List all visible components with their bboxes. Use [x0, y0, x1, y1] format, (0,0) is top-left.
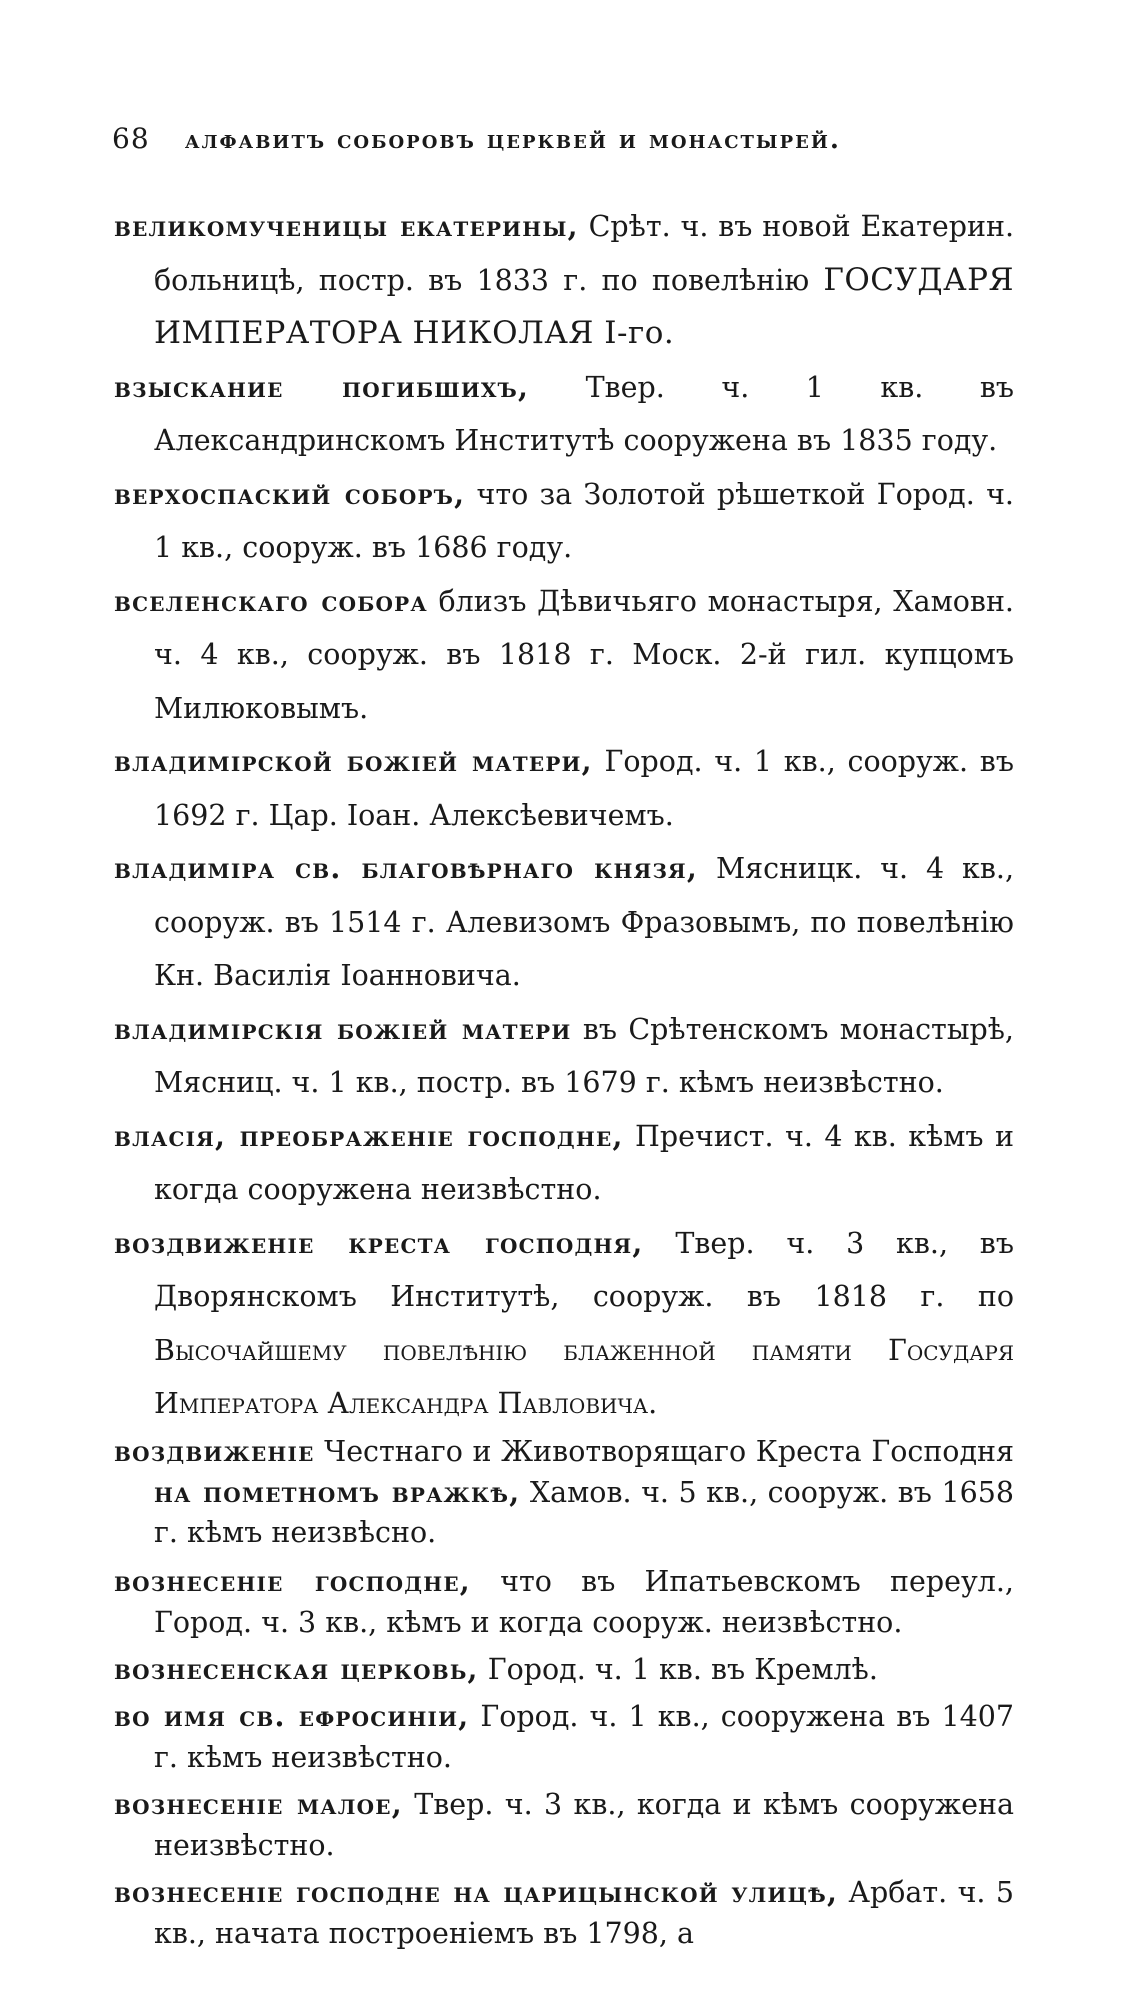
entry-headword: вознесеніе малое, [114, 1786, 403, 1821]
entry-headword: вознесеніе господне на царицынской улицѣ, [114, 1874, 839, 1909]
entry-text: Хамов. ч. 5 кв., сооруж. въ 1658 г. кѣмъ неизвѣсно. [154, 1475, 1014, 1549]
entry-text: въ Срѣтенскомъ монастырѣ, Мясниц. ч. 1 кв., постр. въ 1679 г. кѣмъ неизвѣстно. [154, 1012, 1014, 1099]
entry-text: Город. ч. 1 кв., сооружена въ 1407 г. кѣмъ неизвѣстно. [154, 1699, 1014, 1774]
entry-list [114, 200, 1014, 1960]
entry-headword: вознесеніе господне, [114, 1563, 471, 1598]
entry-headword: великомученицы екатерины, [114, 209, 579, 243]
entry-text: Твер. ч. 1 кв. въ Александринскомъ Институтѣ сооружена въ 1835 году. [154, 370, 1014, 457]
entry-headword: вселенскаго собора [114, 583, 428, 618]
list-item [114, 575, 1014, 736]
list-item [114, 1217, 1014, 1431]
list-item [114, 1784, 1014, 1866]
entry-headword: вознесенская церковь, [114, 1651, 479, 1686]
list-item [114, 200, 1014, 361]
list-item [114, 1561, 1014, 1643]
list-item [114, 1003, 1014, 1110]
page-title: алфавитъ соборовъ церквей и монастырей. [184, 125, 841, 155]
list-item [114, 1110, 1014, 1217]
entry-text: Твер. ч. 3 кв., въ Дворянскомъ Институтѣ, сооруж. въ 1818 г. по [154, 1226, 1014, 1313]
entry-text: близъ Дѣвичьяго монастыря, Хамовн. ч. 4 кв., сооруж. въ 1818 г. Моск. 2-й гил. купцомъ Милюковымъ. [154, 584, 1014, 725]
list-item [114, 1696, 1014, 1778]
entry-text: Мясницк. ч. 4 кв., сооруж. въ 1514 г. Алевизомъ Фразовымъ, по повелѣнію Кн. Василія Іоанновича. [154, 852, 1015, 992]
list-item [114, 1872, 1014, 1954]
entry-headword: владиміра св. благовѣрнаго князя, [114, 851, 699, 885]
running-head [112, 122, 992, 155]
entry-text: Честнаго и Животворящаго Креста Господня [314, 1434, 1014, 1468]
list-item [114, 361, 1014, 468]
entry-headword: во имя св. ефросиніи, [114, 1698, 470, 1733]
entry-headword: воздвиженіе креста господня, [114, 1225, 644, 1260]
entry-inline-headword: на пометномъ вражкѣ, [154, 1474, 521, 1509]
entry-text: Арбат. ч. 5 кв., начата построеніемъ въ 1798, а [154, 1875, 1014, 1950]
entry-emphasis: ГОСУДАРЯ ИМПЕРАТОРА НИКОЛАЯ I-го. [154, 261, 1014, 351]
list-item [114, 468, 1014, 575]
list-item [114, 735, 1014, 842]
entry-text: Срѣт. ч. въ новой Екатерин. больницѣ, постр. въ 1833 г. по повелѣнію [154, 210, 1015, 297]
entry-text: Город. ч. 1 кв. въ Кремлѣ. [478, 1652, 878, 1686]
page-number: 68 [112, 122, 150, 155]
entry-text: Город. ч. 1 кв., сооруж. въ 1692 г. Цар. Іоан. Алексѣевичемъ. [154, 745, 1014, 832]
entry-headword: взыскание погибшихъ, [114, 369, 530, 404]
entry-headword: верхоспаский соборъ, [114, 476, 466, 511]
entry-text: Пречист. ч. 4 кв. кѣмъ и когда сооружена неизвѣстно. [154, 1119, 1014, 1206]
list-item [114, 1649, 1014, 1690]
entry-headword: владимірскія божіей матери [114, 1011, 572, 1046]
list-item [114, 842, 1014, 1003]
entry-text: что въ Ипатьевскомъ переул., Город. ч. 3 кв., кѣмъ и когда сооруж. неизвѣстно. [154, 1564, 1014, 1639]
entry-text: что за Золотой рѣшеткой Город. ч. 1 кв., сооруж. въ 1686 году. [154, 477, 1014, 564]
entry-headword: воздвиженіе [114, 1433, 315, 1468]
entry-text: Твер. ч. 3 кв., когда и кѣмъ сооружена неизвѣстно. [154, 1787, 1015, 1862]
entry-headword: власія, преображеніе господне, [114, 1118, 624, 1153]
entry-smallcaps: Высочайшему повелѣнію блаженной памяти Государя Императора Александра Павловича. [154, 1333, 1014, 1420]
entry-headword: владимірской божіей матери, [114, 744, 593, 778]
list-item [114, 1431, 1014, 1553]
